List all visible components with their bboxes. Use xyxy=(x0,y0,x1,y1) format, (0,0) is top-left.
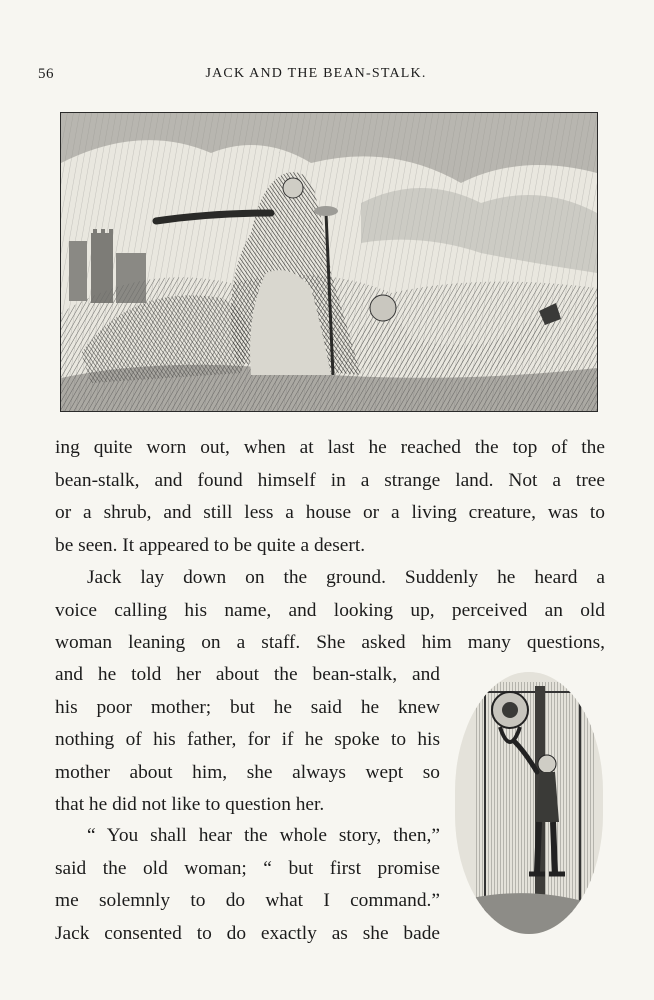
text-line: woman leaning on a staff. She asked him many questions, xyxy=(55,632,605,653)
text-line: me solemnly to do what I command.” xyxy=(55,890,440,911)
jack-at-door-knocker-engraving-icon xyxy=(455,672,603,934)
page-header xyxy=(38,66,594,86)
paragraph-2-continued xyxy=(55,659,440,822)
text-line: ing quite worn out, when at last he reached the top of the xyxy=(55,437,605,458)
text-line: mother about him, she always wept so xyxy=(55,761,440,783)
text-line: or a shrub, and still less a house or a living creature, was to xyxy=(55,502,605,523)
text-line: Jack consented to do exactly as she bade xyxy=(55,922,440,944)
text-line: Jack lay down on the ground. Suddenly he heard a xyxy=(87,567,605,588)
running-title: JACK AND THE BEAN-STALK. xyxy=(205,66,427,81)
text-line: “ You shall hear the whole story, then,” xyxy=(87,825,440,846)
text-line: voice calling his name, and looking up, perceived an old xyxy=(55,599,605,621)
page-number: 56 xyxy=(38,66,54,82)
paragraph-1 xyxy=(55,432,605,562)
paragraph-3 xyxy=(55,820,440,950)
text-line: be seen. It appeared to be quite a desert. xyxy=(55,534,366,556)
text-line: nothing of his father, for if he spoke to his xyxy=(55,729,440,750)
paragraph-2 xyxy=(55,562,605,660)
text-line: bean-stalk, and found himself in a strange land. Not a tree xyxy=(55,469,605,491)
text-line: his poor mother; but he said he knew xyxy=(55,696,440,718)
text-line: and he told her about the bean-stalk, and xyxy=(55,664,440,685)
text-line: that he did not like to question her. xyxy=(55,794,325,815)
text-line: said the old woman; “ but first promise xyxy=(55,857,440,879)
old-woman-pointing-engraving-icon xyxy=(60,112,598,412)
